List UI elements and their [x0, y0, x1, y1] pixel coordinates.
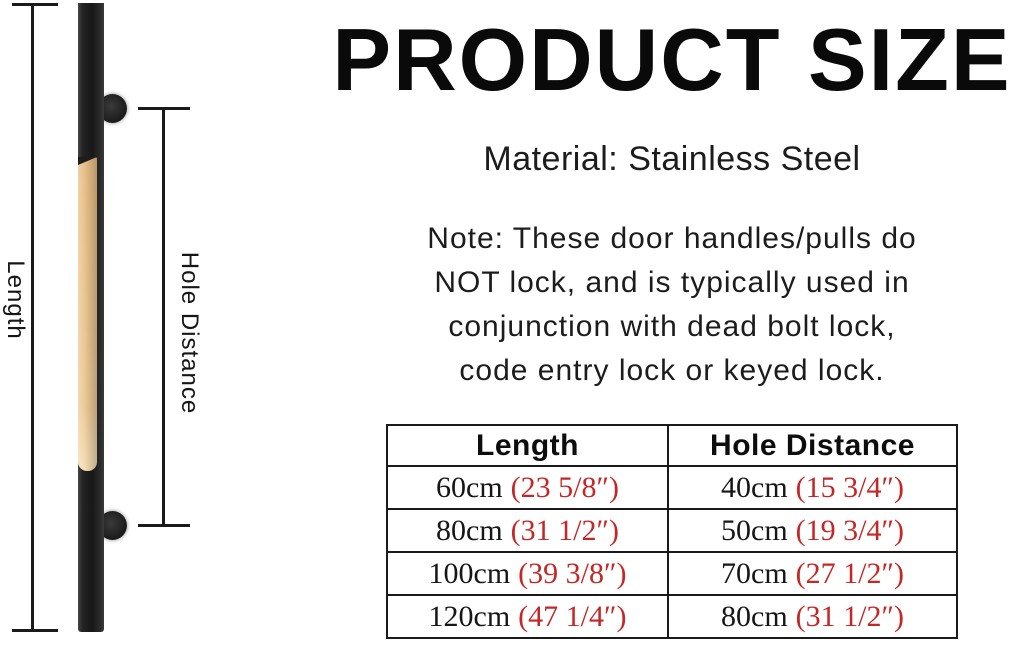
length-cell — [387, 595, 668, 638]
hole-inch-value: (27 1/2″) — [795, 556, 904, 590]
size-table — [386, 424, 958, 639]
length-dimension-line — [31, 4, 34, 631]
length-cell — [387, 466, 668, 509]
note-line: NOT lock, and is typically used in — [434, 266, 910, 299]
hole-distance-dimension-tick-bottom — [138, 524, 190, 527]
hole-cm-value: 70cm — [721, 556, 788, 590]
material-text: Material: Stainless Steel — [483, 140, 861, 178]
length-cm-value: 120cm — [428, 599, 511, 633]
hole-inch-value: (19 3/4″) — [795, 513, 904, 547]
page-title: PRODUCT SIZE — [332, 10, 1012, 109]
table-row — [387, 509, 957, 552]
note-line: code entry lock or keyed lock. — [459, 354, 885, 387]
hole-distance-cell — [668, 466, 957, 509]
length-inch-value: (31 1/2″) — [510, 513, 619, 547]
length-dimension-tick-bottom — [12, 629, 58, 632]
hole-inch-value: (31 1/2″) — [795, 599, 904, 633]
note-line: conjunction with dead bolt lock, — [448, 310, 896, 343]
length-inch-value: (47 1/4″) — [518, 599, 627, 633]
length-cm-value: 80cm — [436, 513, 503, 547]
table-header-length: Length — [387, 425, 668, 466]
hole-distance-label: Hole Distance — [176, 251, 203, 415]
hole-distance-dimension-line — [162, 108, 165, 527]
wood-grip-section — [78, 157, 97, 471]
note-line: Note: These door handles/pulls do — [427, 222, 917, 255]
table-row — [387, 466, 957, 509]
length-cell — [387, 552, 668, 595]
hole-cm-value: 80cm — [721, 599, 788, 633]
length-cm-value: 100cm — [428, 556, 511, 590]
length-inch-value: (23 5/8″) — [510, 470, 619, 504]
hole-distance-cell — [668, 509, 957, 552]
table-row — [387, 552, 957, 595]
length-dimension-tick-top — [12, 3, 58, 6]
hole-distance-cell — [668, 595, 957, 638]
table-row — [387, 595, 957, 638]
table-header-row — [387, 425, 957, 466]
table-header-hole-distance: Hole Distance — [668, 425, 957, 466]
hole-distance-dimension-tick-top — [138, 107, 190, 110]
hole-cm-value: 50cm — [721, 513, 788, 547]
hole-distance-cell — [668, 552, 957, 595]
hole-inch-value: (15 3/4″) — [795, 470, 904, 504]
length-inch-value: (39 3/8″) — [518, 556, 627, 590]
length-label: Length — [2, 260, 29, 340]
note-text — [322, 217, 1022, 393]
hole-cm-value: 40cm — [721, 470, 788, 504]
length-cm-value: 60cm — [436, 470, 503, 504]
length-cell — [387, 509, 668, 552]
